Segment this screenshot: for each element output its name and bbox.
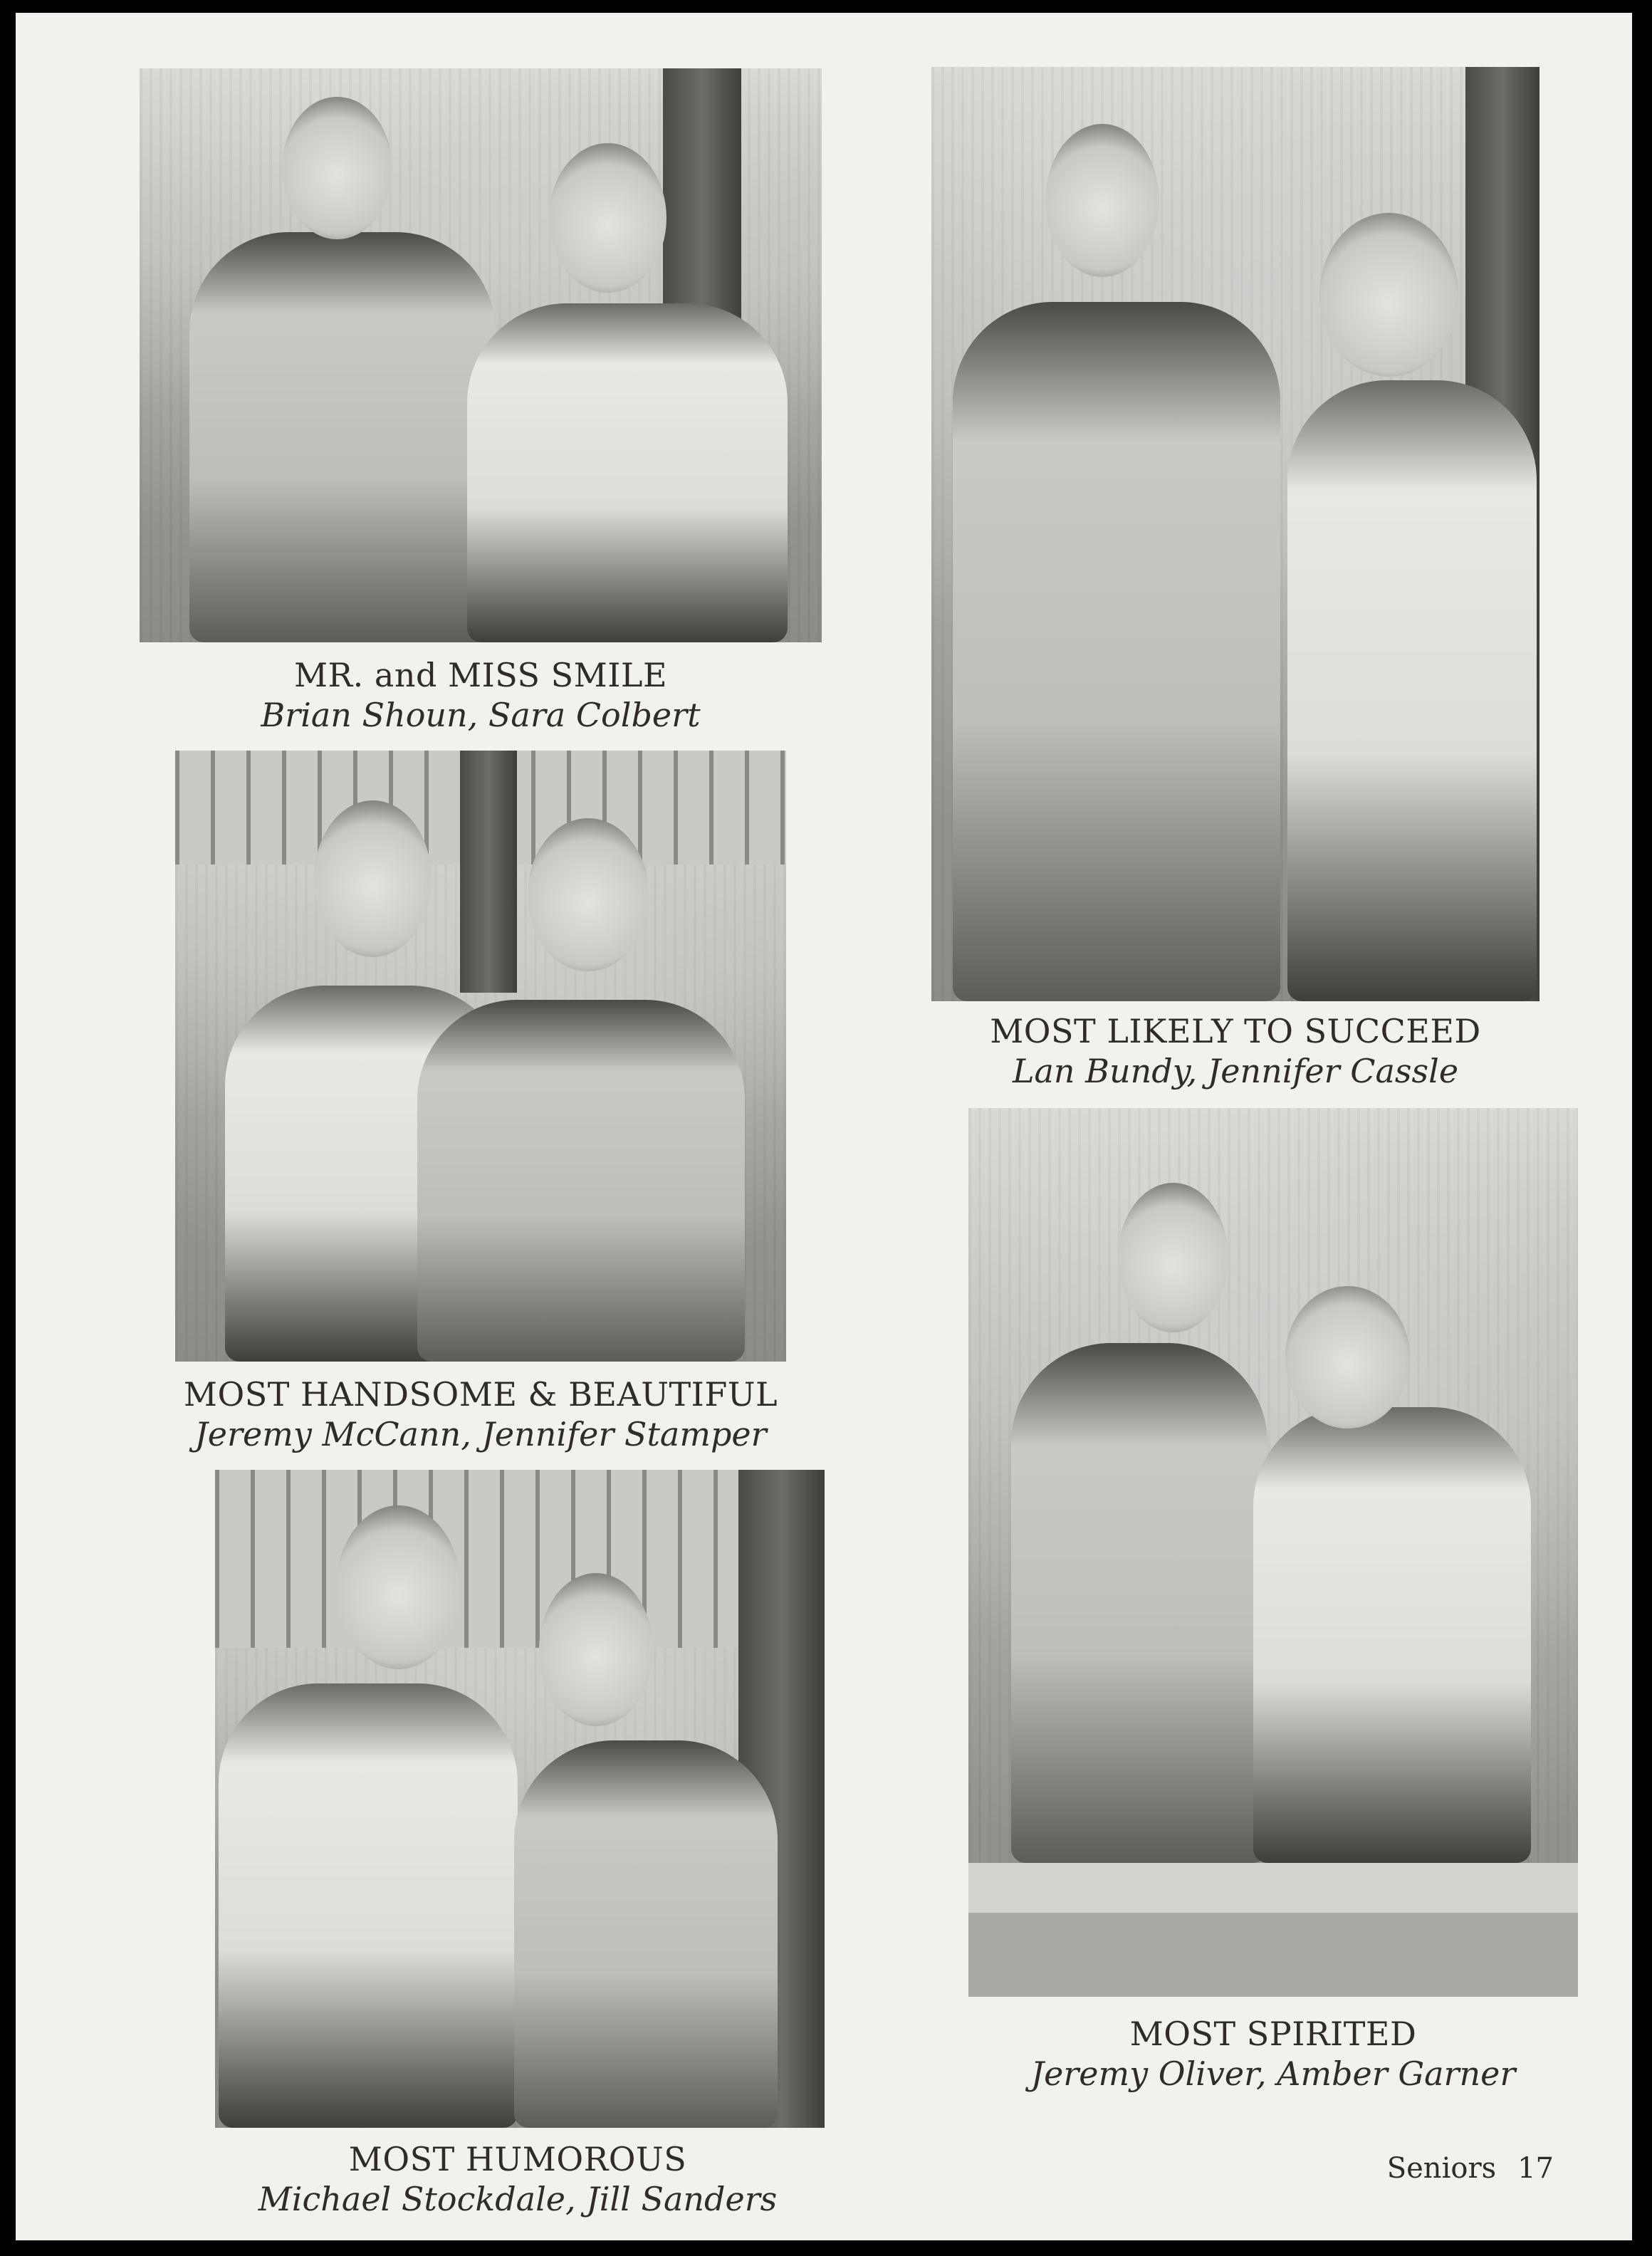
page-folio <box>1387 2152 1554 2185</box>
yearbook-page <box>16 13 1632 2240</box>
award-names: Michael Stockdale, Jill Sanders <box>258 2180 778 2218</box>
caption-most-spirited <box>968 2014 1578 2094</box>
award-names: Brian Shoun, Sara Colbert <box>261 696 701 734</box>
caption-most-likely-to-succeed <box>931 1011 1539 1091</box>
award-names: Jeremy McCann, Jennifer Stamper <box>194 1415 767 1453</box>
photo-mr-miss-smile <box>140 68 822 642</box>
photo-most-handsome-beautiful <box>175 751 786 1362</box>
photo-most-likely-to-succeed <box>931 67 1539 1001</box>
award-title: MOST SPIRITED <box>1129 2015 1417 2053</box>
caption-most-humorous <box>140 2139 896 2219</box>
award-title: MOST LIKELY TO SUCCEED <box>990 1012 1481 1050</box>
caption-most-handsome-beautiful <box>140 1374 822 1454</box>
page-number: 17 <box>1517 2152 1554 2185</box>
award-title: MR. and MISS SMILE <box>293 656 668 694</box>
photo-most-humorous <box>215 1470 825 2128</box>
award-title: MOST HUMOROUS <box>348 2140 687 2178</box>
award-names: Lan Bundy, Jennifer Cassle <box>1012 1052 1459 1090</box>
award-names: Jeremy Oliver, Amber Garner <box>1030 2054 1516 2093</box>
award-title: MOST HANDSOME & BEAUTIFUL <box>183 1375 778 1414</box>
section-name: Seniors <box>1386 2152 1497 2185</box>
caption-mr-miss-smile <box>140 655 822 735</box>
photo-most-spirited <box>968 1108 1578 1997</box>
